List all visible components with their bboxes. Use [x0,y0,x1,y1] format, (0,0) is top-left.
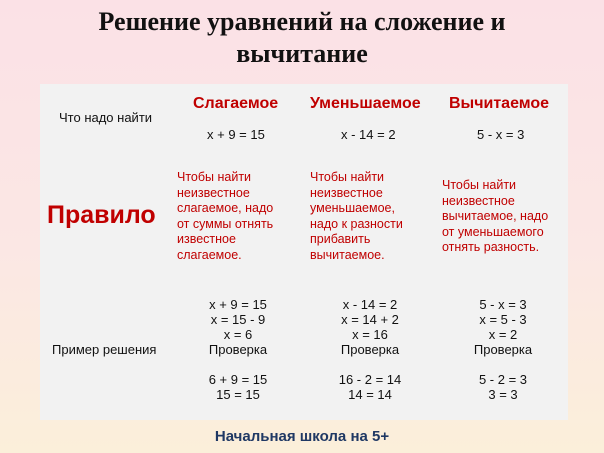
solution-line: Проверка [340,342,400,357]
solution-line [322,357,418,372]
equation-minuend: x - 14 = 2 [341,127,396,142]
slide-title [0,6,604,70]
row-label-example: Пример решения [52,342,157,357]
solution-line: 16 - 2 = 14 [338,372,402,387]
rule-line: неизвестное [177,185,250,200]
solution-line: 6 + 9 = 15 [208,372,268,387]
rule-line: уменьшаемое, [310,201,395,215]
solution-line: x = 15 - 9 [210,312,266,327]
title-line-1: Решение уравнений на сложение и [98,7,506,36]
solution-line: Проверка [208,342,268,357]
rule-line: вычитаемое. [310,247,385,262]
rule-line: известное [177,232,236,246]
solution-minuend [322,297,418,402]
solution-line: x - 14 = 2 [342,297,398,312]
solution-line [455,357,551,372]
solution-subtrahend [455,297,551,402]
solution-line: x = 2 [488,327,518,342]
solution-line: 3 = 3 [488,387,518,402]
header-addend: Слагаемое [193,95,279,112]
solution-line: x = 6 [223,327,253,342]
solution-line: x = 16 [352,327,388,342]
rule-line: прибавить [310,232,371,246]
solution-line [190,357,286,372]
header-subtrahend: Вычитаемое [449,95,550,112]
rule-line: от уменьшаемого [442,224,544,239]
solution-line: 5 - x = 3 [479,297,527,312]
rule-minuend [310,170,403,263]
solution-line: x = 14 + 2 [341,312,399,327]
rule-line: слагаемое, надо [177,201,274,215]
rule-line: вычитаемое, надо [442,209,549,223]
equation-addend: x + 9 = 15 [207,127,265,142]
rule-line: Чтобы найти [442,178,517,192]
rule-subtrahend [442,178,548,256]
header-minuend: Уменьшаемое [310,95,421,112]
title-line-2: вычитание [236,39,368,68]
solution-addend [190,297,286,402]
solution-line: Проверка [473,342,533,357]
equation-subtrahend: 5 - x = 3 [477,127,525,142]
row-label-rule: Правило [47,201,156,229]
rule-line: Чтобы найти [177,170,252,184]
rule-addend [177,170,273,263]
rules-table [40,84,568,420]
solution-line: 5 - 2 = 3 [478,372,528,387]
solution-line: 14 = 14 [348,387,392,402]
rule-line: от суммы отнять [177,216,274,231]
solution-line: x + 9 = 15 [209,297,267,312]
rule-line: Чтобы найти [310,170,385,184]
solution-line: 15 = 15 [216,387,260,402]
solution-line: x = 5 - 3 [479,312,527,327]
rule-line: слагаемое. [177,247,242,262]
rule-line: отнять разность. [442,240,540,254]
footer-caption: Начальная школа на 5+ [214,428,390,445]
rule-line: неизвестное [310,185,383,200]
rule-line: надо к разности [310,216,403,231]
row-label-what-to-find: Что надо найти [59,110,153,125]
rule-line: неизвестное [442,193,515,208]
